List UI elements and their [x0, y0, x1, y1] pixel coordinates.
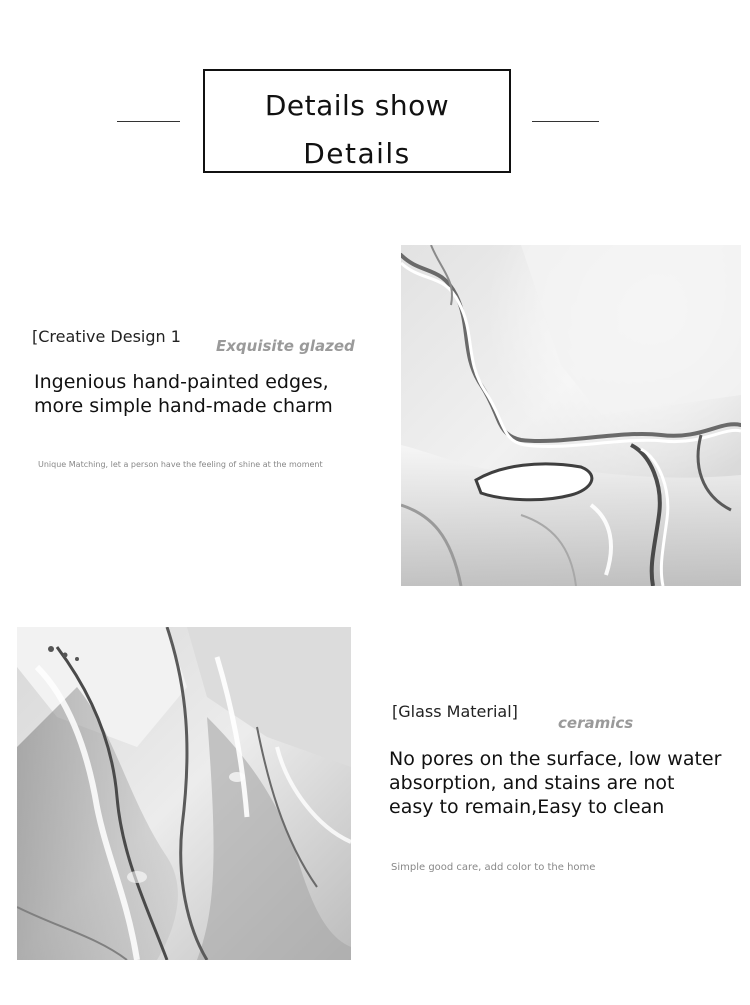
details-title-box — [203, 69, 511, 173]
glass-base-closeup-image — [17, 627, 351, 960]
title-line-1: Details show — [264, 89, 450, 122]
section1-headline-line-1: Ingenious hand-painted edges, — [34, 371, 329, 393]
title-line-2: Details — [303, 137, 411, 170]
creative-design-tag: [Creative Design 1 — [32, 327, 181, 346]
left-divider-line — [117, 121, 180, 122]
section2-note: Simple good care, add color to the home — [391, 862, 596, 873]
section2-headline-line-3: easy to remain,Easy to clean — [389, 796, 665, 818]
section2-headline — [389, 747, 721, 819]
section1-note: Unique Matching, let a person have the feeling of shine at the moment — [38, 460, 323, 469]
glass-material-tag: [Glass Material] — [392, 702, 518, 721]
section2-headline-line-2: absorption, and stains are not — [389, 772, 675, 794]
ceramics-subtitle: ceramics — [558, 714, 634, 732]
glass-rim-closeup-image — [401, 245, 741, 586]
section1-headline — [34, 370, 333, 418]
section2-headline-line-1: No pores on the surface, low water — [389, 748, 722, 770]
exquisite-glazed-subtitle: Exquisite glazed — [216, 337, 355, 355]
right-divider-line — [532, 121, 599, 122]
section1-headline-line-2: more simple hand-made charm — [34, 395, 333, 417]
